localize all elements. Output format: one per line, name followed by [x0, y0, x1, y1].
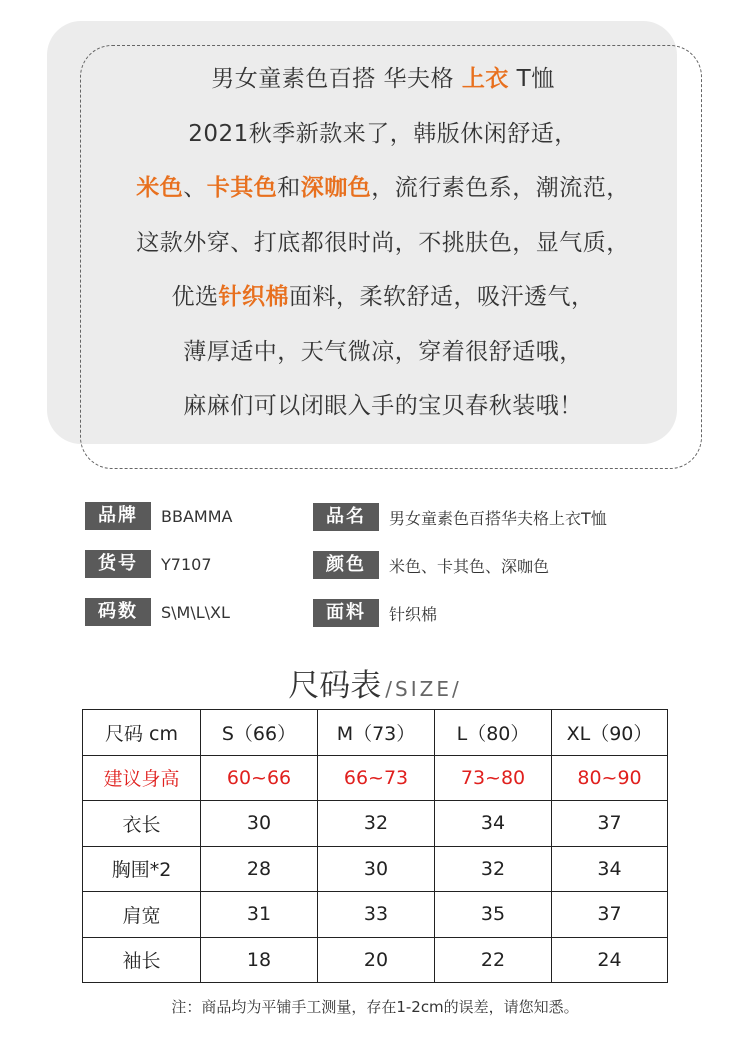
table-cell: 24 [552, 937, 668, 983]
table-cell: 37 [552, 801, 668, 847]
table-cell: 28 [201, 846, 318, 892]
table-cell: 33 [318, 892, 435, 938]
table-row-label: 袖长 [83, 937, 201, 983]
intro-text-segment: 和 [277, 175, 301, 201]
info-sku [85, 550, 212, 578]
intro-text [50, 52, 716, 434]
info-size [85, 598, 230, 626]
size-label: 码数 [85, 598, 151, 626]
table-cell: 73~80 [435, 755, 552, 801]
brand-label: 品牌 [85, 502, 151, 530]
intro-text-segment: 优选 [171, 284, 219, 310]
intro-highlight-text: 深咖色 [300, 175, 372, 201]
table-header-cell: S（66） [201, 710, 318, 756]
intro-highlight-text: 针织棉 [218, 284, 289, 310]
intro-line [50, 107, 716, 162]
table-header-cell: L（80） [435, 710, 552, 756]
table-row [83, 801, 668, 847]
color-value: 米色、卡其色、深咖色 [389, 556, 550, 576]
table-row [83, 846, 668, 892]
fabric-label: 面料 [313, 599, 379, 627]
size-value: S\M\L\XL [161, 602, 230, 622]
table-cell: 80~90 [552, 755, 668, 801]
intro-text-segment: 麻麻们可以闭眼入手的宝贝春秋装哦！ [183, 393, 583, 419]
table-cell: 34 [552, 846, 668, 892]
table-row-label: 建议身高 [83, 755, 201, 801]
brand-value: BBAMMA [161, 506, 233, 526]
intro-line [50, 52, 716, 107]
size-chart-title [0, 660, 750, 705]
table-cell: 20 [318, 937, 435, 983]
table-cell: 37 [552, 892, 668, 938]
intro-highlight-text: 卡其色 [206, 175, 278, 201]
table-cell: 22 [435, 937, 552, 983]
info-color [313, 551, 549, 579]
table-row-label: 胸围*2 [83, 846, 201, 892]
table-header-cell: M（73） [318, 710, 435, 756]
table-cell: 66~73 [318, 755, 435, 801]
fabric-value: 针织棉 [389, 604, 438, 624]
table-row [83, 892, 668, 938]
product-name-value: 男女童素色百搭华夫格上衣T恤 [389, 508, 607, 528]
info-product-name [313, 503, 607, 531]
size-table-header-row [83, 710, 668, 756]
sku-label: 货号 [85, 550, 151, 578]
intro-text-segment: T恤 [508, 66, 555, 92]
info-brand [85, 502, 232, 530]
table-row-label: 衣长 [83, 801, 201, 847]
intro-line [50, 216, 716, 271]
table-row-label: 肩宽 [83, 892, 201, 938]
intro-line [50, 325, 716, 380]
color-label: 颜色 [313, 551, 379, 579]
table-row [83, 937, 668, 983]
table-cell: 32 [318, 801, 435, 847]
info-fabric [313, 599, 437, 627]
intro-text-segment: 薄厚适中，天气微凉，穿着很舒适哦， [183, 338, 583, 365]
table-cell: 30 [201, 801, 318, 847]
table-cell: 31 [201, 892, 318, 938]
intro-line [50, 270, 716, 325]
sku-value: Y7107 [161, 554, 212, 574]
intro-text-segment: 2021秋季新款来了，韩版休闲舒适， [188, 120, 578, 147]
table-cell: 32 [435, 846, 552, 892]
intro-line [50, 161, 716, 216]
intro-text-segment: 面料，柔软舒适，吸汗透气， [289, 284, 595, 310]
intro-line [50, 379, 716, 434]
intro-highlight-text: 米色 [136, 175, 184, 201]
table-cell: 60~66 [201, 755, 318, 801]
table-header-cell: XL（90） [552, 710, 668, 756]
table-header-cell: 尺码 cm [83, 710, 201, 756]
table-cell: 34 [435, 801, 552, 847]
table-cell: 18 [201, 937, 318, 983]
intro-text-segment: ，流行素色系，潮流范， [371, 175, 630, 201]
intro-text-segment: 男女童素色百搭 华夫格 [211, 66, 462, 92]
intro-highlight-text: 上衣 [461, 66, 509, 92]
intro-text-segment: 这款外穿、打底都很时尚，不挑肤色，显气质， [136, 229, 630, 256]
table-cell: 30 [318, 846, 435, 892]
size-table-body [83, 710, 668, 983]
intro-text-segment: 、 [183, 175, 207, 201]
size-chart-subtitle: /SIZE/ [385, 677, 462, 701]
measurement-note: 注：商品均为平铺手工测量，存在1-2cm的误差，请您知悉。 [171, 998, 579, 1016]
product-name-label: 品名 [313, 503, 379, 531]
size-chart-title-text: 尺码表 [288, 668, 382, 704]
table-cell: 35 [435, 892, 552, 938]
table-row [83, 755, 668, 801]
size-table [82, 709, 668, 983]
